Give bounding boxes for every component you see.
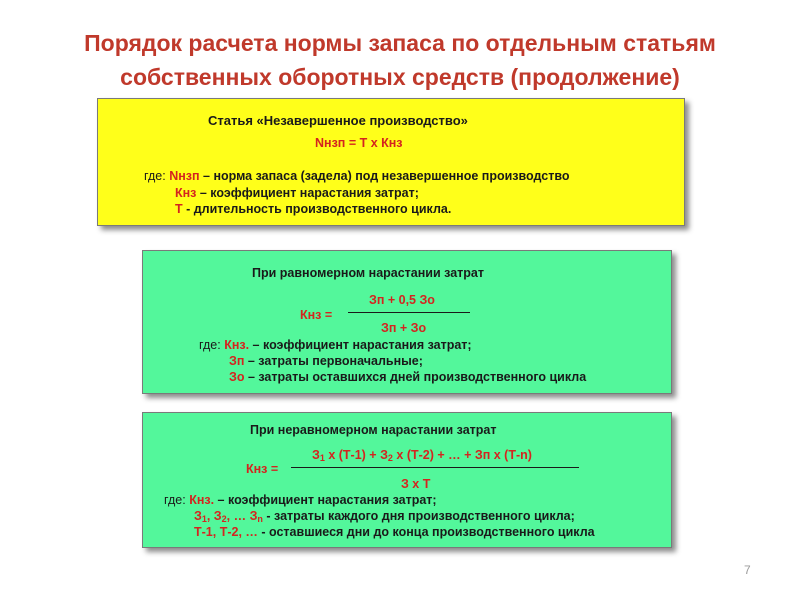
def-symbol: Кнз. [189,493,215,507]
nonuniform-def-line3 [194,524,595,540]
slide-title [0,26,800,94]
nonuniform-heading: При неравномерном нарастании затрат [250,423,497,437]
def-symbol: Т [175,202,183,216]
def-text: - затраты каждого дня производственного цикла; [262,509,575,523]
def-text: – коэффициент нарастания затрат; [196,186,419,200]
def-text: – коэффициент нарастания затрат; [249,338,472,352]
formula-numerator: З1 х (Т-1) + З2 х (Т-2) + … + Зп х (Т-n) [312,448,532,463]
uniform-def-line1 [199,337,472,353]
formula-denominator: З х Т [401,477,431,491]
wip-def-line2 [175,185,419,201]
wip-article-box [97,98,685,226]
where-label: где: [199,338,225,352]
def-text: – затраты оставшихся дней производственного цикла [244,370,587,384]
nonuniform-growth-box [142,412,672,548]
def-symbol: Зп [229,354,245,368]
def-symbol: З1, З2, … Зn [194,509,263,524]
page-number: 7 [744,563,751,577]
fraction-bar [291,467,579,468]
where-label: где: [164,493,190,507]
def-text: - оставшиеся дни до конца производственного цикла [257,525,595,539]
formula-numerator: Зп + 0,5 Зо [369,293,435,307]
nonuniform-def-line2 [194,508,575,525]
def-symbol: Кнз [175,186,197,200]
uniform-def-line2 [229,353,423,369]
wip-article-heading: Статья «Незавершенное производство» [208,113,468,128]
slide-title-line2: собственных оборотных средств (продолжение) [120,64,680,90]
where-label: где: [144,169,170,183]
wip-def-line3 [175,201,451,217]
def-text: – затраты первоначальные; [244,354,423,368]
slide-title-line1: Порядок расчета нормы запаса по отдельным статьям [84,30,716,56]
uniform-growth-box [142,250,672,394]
def-text: – коэффициент нарастания затрат; [214,493,437,507]
wip-def-line1 [144,168,570,184]
def-text: – норма запаса (задела) под незавершенное производство [199,169,570,183]
uniform-def-line3 [229,369,586,385]
def-symbol: Зо [229,370,245,384]
def-text: - длительность производственного цикла. [182,202,452,216]
nonuniform-def-line1 [164,492,437,508]
formula-denominator: Зп + Зо [381,321,427,335]
def-symbol: Кнз. [224,338,250,352]
uniform-heading: При равномерном нарастании затрат [252,266,484,280]
formula-lhs: Кнз = [246,462,279,476]
fraction-bar [348,312,470,313]
def-symbol: Nнзп [169,169,200,183]
formula-lhs: Кнз = [300,308,333,322]
def-symbol: Т-1, Т-2, … [194,525,258,539]
wip-norm-formula: Nнзп = Т х Кнз [315,136,403,150]
